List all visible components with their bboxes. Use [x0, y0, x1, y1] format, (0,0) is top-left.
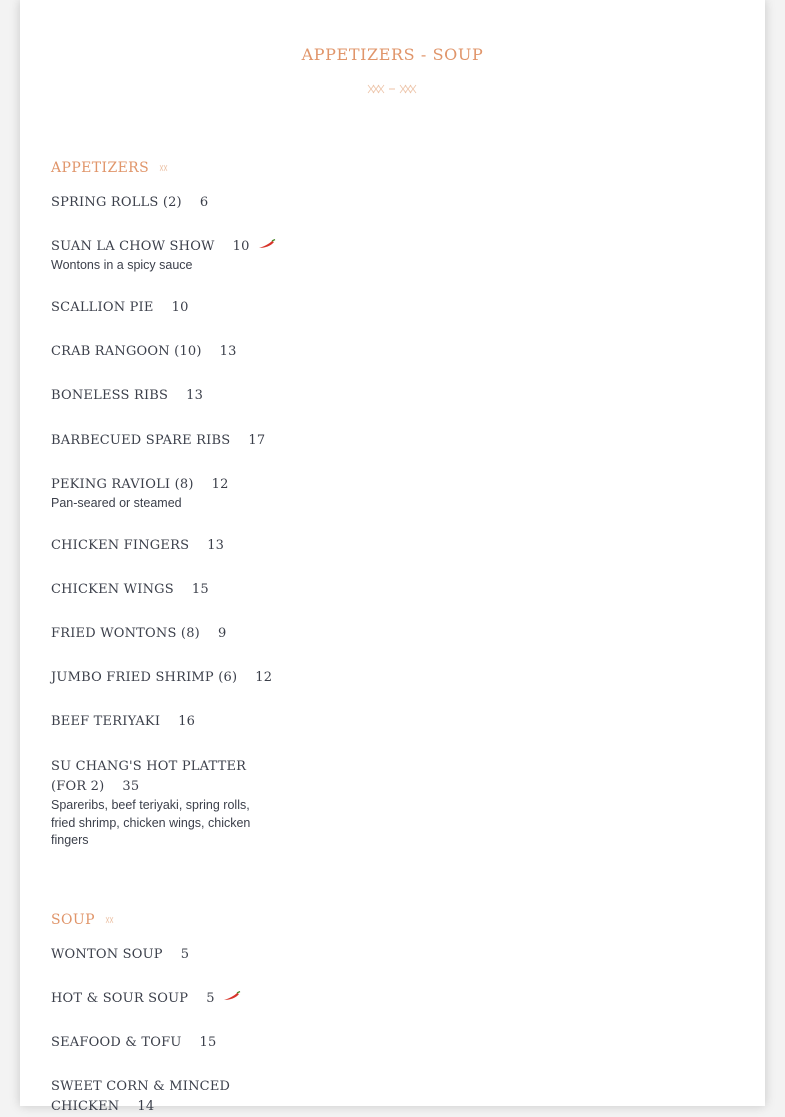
item-price: 5 — [206, 991, 215, 1006]
item-name: BARBECUED SPARE RIBS — [51, 433, 231, 448]
chili-pepper-icon — [223, 991, 241, 1001]
item-name: WONTON SOUP — [51, 947, 163, 962]
chili-pepper-icon — [258, 239, 276, 249]
item-name: CHICKEN FINGERS — [51, 538, 190, 553]
menu-item — [51, 475, 281, 513]
menu-item — [51, 624, 281, 644]
item-price: 14 — [137, 1099, 155, 1114]
menu-item — [51, 342, 281, 362]
menu-item — [51, 580, 281, 600]
item-price: 13 — [186, 388, 204, 403]
item-name: SEAFOOD & TOFU — [51, 1035, 182, 1050]
menu-item — [51, 298, 281, 318]
item-price: 12 — [211, 477, 229, 492]
menu-item — [51, 193, 281, 213]
item-price: 13 — [207, 538, 225, 553]
menu-item — [51, 1033, 281, 1053]
item-name: SWEET CORN & MINCED CHICKEN — [51, 1079, 231, 1114]
heading-ornament-icon — [105, 916, 114, 924]
item-price: 15 — [191, 582, 209, 597]
item-name: FRIED WONTONS (8) — [51, 626, 200, 641]
menu-item — [51, 712, 281, 732]
menu-item — [51, 386, 281, 406]
item-name: SCALLION PIE — [51, 300, 154, 315]
item-name: PEKING RAVIOLI (8) — [51, 477, 194, 492]
item-price: 5 — [180, 947, 190, 962]
item-description: Pan-seared or steamed — [51, 496, 182, 510]
menu-item — [51, 945, 281, 965]
heading-ornament-icon — [159, 164, 168, 172]
menu-item — [51, 989, 281, 1009]
item-description: Wontons in a spicy sauce — [51, 258, 193, 272]
item-price: 13 — [219, 344, 237, 359]
menu-item — [51, 1077, 271, 1117]
item-name: SPRING ROLLS (2) — [51, 195, 182, 210]
section-title: APPETIZERS — [51, 160, 150, 176]
section-heading-appetizers — [51, 160, 168, 176]
item-name: JUMBO FRIED SHRIMP (6) — [51, 670, 238, 685]
item-price: 6 — [199, 195, 209, 210]
menu-item — [51, 536, 281, 556]
item-description: Spareribs, beef teriyaki, spring rolls, fried shrimp, chicken wings, chicken fingers — [51, 798, 251, 847]
item-name: HOT & SOUR SOUP — [51, 991, 189, 1006]
item-name: BONELESS RIBS — [51, 388, 169, 403]
menu-item — [51, 757, 271, 850]
menu-item — [51, 668, 281, 688]
item-price: 17 — [248, 433, 266, 448]
item-price: 10 — [171, 300, 189, 315]
menu-item — [51, 431, 281, 451]
page-title: APPETIZERS - SOUP — [301, 45, 484, 64]
item-price: 10 — [232, 239, 250, 254]
item-name: CHICKEN WINGS — [51, 582, 174, 597]
item-name: SU CHANG'S HOT PLATTER (FOR 2) — [51, 759, 247, 794]
item-price: 15 — [199, 1035, 217, 1050]
item-name: BEEF TERIYAKI — [51, 714, 161, 729]
item-price: 12 — [255, 670, 273, 685]
menu-page — [20, 0, 765, 1114]
item-name: SUAN LA CHOW SHOW — [51, 239, 215, 254]
item-price: 9 — [217, 626, 227, 641]
section-title: SOUP — [51, 912, 95, 928]
item-name: CRAB RANGOON (10) — [51, 344, 202, 359]
item-price: 16 — [178, 714, 196, 729]
menu-item — [51, 237, 281, 275]
divider-ornament-icon — [366, 82, 418, 96]
section-heading-soup — [51, 912, 114, 928]
item-price: 35 — [122, 779, 140, 794]
